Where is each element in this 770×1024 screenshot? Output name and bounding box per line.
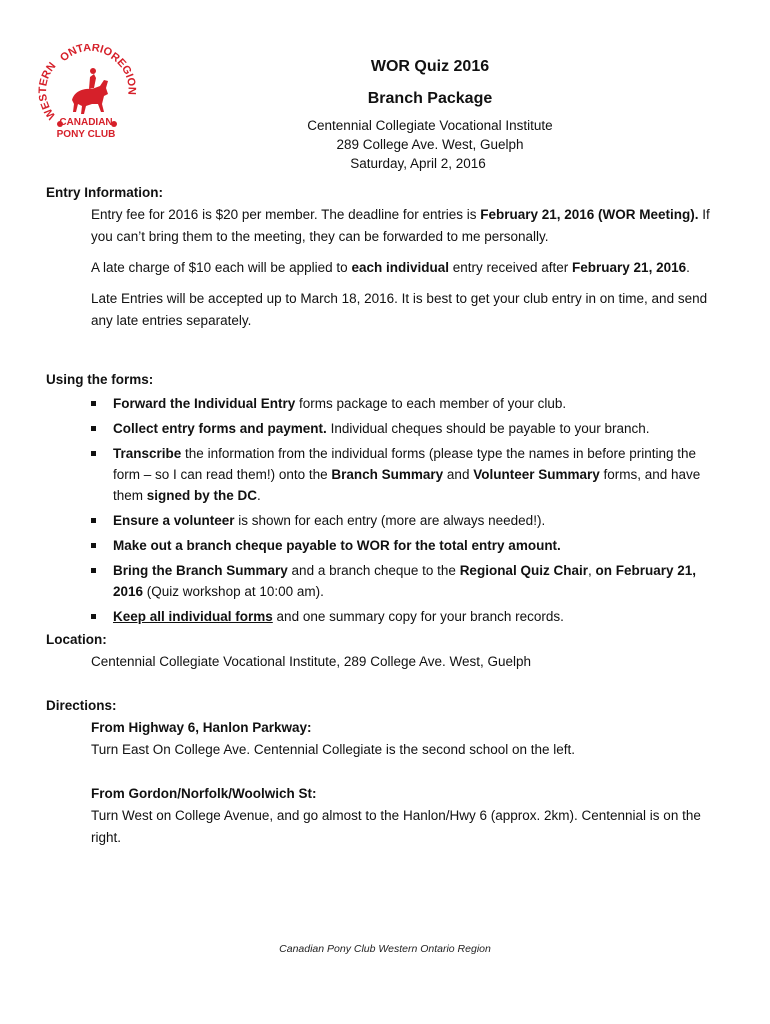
- forms-bullet-list: [46, 393, 726, 627]
- location-heading: Location:: [46, 632, 107, 647]
- list-item: Bring the Branch Summary and a branch cheque to the Regional Quiz Chair, on February 21, 2016 (Quiz workshop at 10:00 am).: [46, 560, 726, 602]
- document-body: [46, 182, 726, 849]
- bullet-icon: [91, 543, 96, 548]
- bullet-icon: [91, 518, 96, 523]
- svg-text:WESTERN: [37, 60, 59, 121]
- list-item: Transcribe the information from the individual forms (please type the names in before printing the form – so I can read them!) onto the Branch Summary and Volunteer Summary forms, and have them signed by the DC.: [46, 443, 726, 506]
- list-item: Ensure a volunteer is shown for each entry (more are always needed!).: [46, 510, 726, 531]
- late-entries-paragraph: Late Entries will be accepted up to March 18, 2016. It is best to get your club entry in on time, and send any late entries separately.: [91, 291, 708, 328]
- entry-info-heading: Entry Information:: [46, 185, 163, 200]
- logo-arc-right: REGION: [108, 50, 138, 96]
- bullet-icon: [91, 614, 96, 619]
- directions-section: [91, 717, 726, 849]
- directions-heading: Directions:: [46, 698, 117, 713]
- logo-arc-top: ONTARIO: [58, 44, 115, 65]
- logo-arc-left: WESTERN: [36, 60, 59, 122]
- logo-line-canadian: CANADIAN: [59, 117, 113, 128]
- bullet-icon: [91, 451, 96, 456]
- list-item: Collect entry forms and payment. Individual cheques should be payable to your branch.: [46, 418, 726, 439]
- direction-gordon-text: Turn West on College Avenue, and go almost to the Hanlon/Hwy 6 (approx. 2km). Centennial is on the right.: [91, 808, 701, 845]
- list-item: Make out a branch cheque payable to WOR for the total entry amount.: [46, 535, 726, 556]
- document-title: WOR Quiz 2016: [370, 58, 490, 75]
- direction-highway-text: Turn East On College Ave. Centennial Collegiate is the second school on the left.: [91, 742, 576, 757]
- pony-club-logo: [34, 44, 138, 148]
- using-forms-heading: Using the forms:: [46, 372, 154, 387]
- logo-line-pony-club: PONY CLUB: [56, 129, 116, 140]
- list-item: Forward the Individual Entry forms package to each member of your club.: [46, 393, 726, 414]
- document-subtitle: Branch Package: [367, 90, 493, 107]
- list-item: Keep all individual forms and one summary copy for your branch records.: [46, 606, 726, 627]
- bullet-icon: [91, 401, 96, 406]
- late-charge-paragraph: A late charge of $10 each will be applied to each individual entry received after February 21, 2016.: [91, 260, 690, 275]
- entry-info-section: [91, 204, 726, 332]
- svg-text:REGION: [108, 50, 137, 95]
- event-date: Saturday, April 2, 2016: [350, 156, 486, 171]
- direction-highway-heading: From Highway 6, Hanlon Parkway:: [91, 720, 312, 735]
- venue-address: 289 College Ave. West, Guelph: [336, 137, 524, 152]
- bullet-icon: [91, 568, 96, 573]
- svg-text:ONTARIO: [58, 44, 114, 64]
- direction-gordon-heading: From Gordon/Norfolk/Woolwich St:: [91, 786, 317, 801]
- document-header: [240, 58, 620, 173]
- horse-rider-emblem-icon: [34, 44, 138, 148]
- location-text: Centennial Collegiate Vocational Institute, 289 College Ave. West, Guelph: [91, 654, 532, 669]
- bullet-icon: [91, 426, 96, 431]
- venue-name: Centennial Collegiate Vocational Institute: [307, 118, 553, 133]
- page-footer: Canadian Pony Club Western Ontario Region: [279, 943, 491, 955]
- entry-fee-paragraph: Entry fee for 2016 is $20 per member. The deadline for entries is February 21, 2016 (WOR Meeting). If you can’t bring them to the meeting, they can be forwarded to me personally.: [91, 207, 710, 244]
